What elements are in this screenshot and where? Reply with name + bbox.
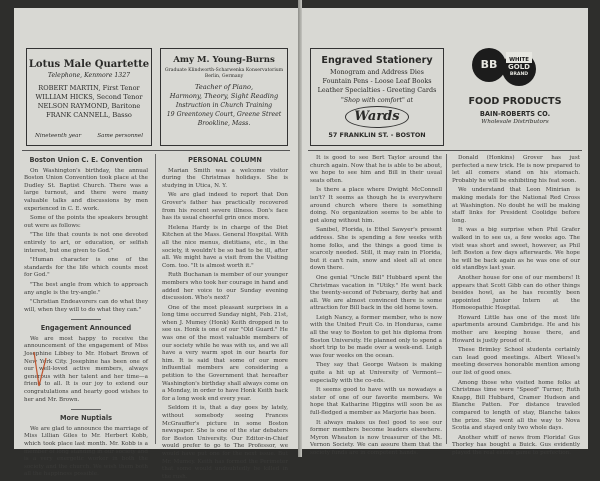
paragraph: One of the most pleasant surprises in a long time occurred Sunday night, Feb. 21st, when J. Mumey (Honk) Keith dropped in to see us. Honk is one of our "Old Guard." He was one of the most valuable members of our society while he was with us, and we all have a very warm spot in our hearts for him. It is said that some of our more influential members are considering a petition to the Government that hereafter Washington's birthday shall always come on a Monday, in order to have Honk Keith back for a long week end every year. xyxy=(162,304,288,402)
right-page-column-2 xyxy=(452,155,580,456)
pencil-mark-icon xyxy=(32,348,48,390)
paragraph: Howard Little has one of the most life apartments around Cambridge. He and his mother are keeping house there, and Howard is justly proud of it. xyxy=(452,314,580,344)
young-burns-line: Graduate Klindworth-Scharwenka Konservatorium xyxy=(164,68,284,73)
paragraph: They say that George Watson is making quite a hit up at University of Vermont—especially with the co-eds. xyxy=(310,362,442,384)
paragraph: Seldom it is, that a day goes by lately, without somebody seeing Frances McGrauffer's picture in some Boston newspaper. She is one of the star debaters for Boston University. Our Editor-in-Chief would prefer to go to The Professor, we would have put one for the next issue. But Mr. Mumey. Keith has formed the Perimeter that some would undoubtedly be killed in the rush. xyxy=(162,405,288,480)
paragraph: "Christian Endeavorers can do what they will, when they will to do what they can." xyxy=(24,299,148,313)
paragraph: Marian Smith was a welcome visitor during the Christmas holidays. She is studying in Utica, N. Y. xyxy=(162,167,288,189)
paragraph: It always makes us feel good to see our former members become leaders elsewhere. Myron Wheaton is now treasurer of the Mt. Vernon Society. We can assure them that the society funds are in competent hands. xyxy=(310,419,442,456)
paragraph: "The best angle from which to approach any angle is the try-angle." xyxy=(24,281,148,296)
heading-personal: PERSONAL COLUMN xyxy=(188,156,262,164)
heading-nuptials: More Nuptials xyxy=(59,414,113,423)
lotus-member: ROBERT MARTIN, First Tenor xyxy=(38,84,140,92)
paragraph: These Brimley School students certainly can lead good meetings. Albert Wiesel's meeting deserves honorable mention among our list of good ones. xyxy=(452,347,580,377)
left-column xyxy=(24,153,148,478)
lotus-title: Lotus Male Quartette xyxy=(28,59,150,70)
separator xyxy=(71,319,101,320)
paragraph: It is good to see Bert Taylor around the church again. Now that he is able to be about, we hope to see him and Bill in their usual seats often. xyxy=(310,155,442,184)
paragraph: We are glad indeed to report that Don Grover's father has practically recovered from his recent severe illness. Don's face has its usual cheerful grin once more. xyxy=(162,192,288,222)
young-burns-name: Amy M. Young-Burns xyxy=(173,55,275,65)
bb-company: BAIN-ROBERTS CO. xyxy=(479,110,551,118)
engraved-title: Engraved Stationery xyxy=(321,55,433,66)
paragraph: Leigh Nancy, a former member, who is now with the United Fruit Co. in Honduras, came all the way to Boston to get his diploma from Boston University. He planned only to spend a short trip to be made over a week-end. Leigh was four weeks on the ocean. xyxy=(310,314,442,359)
heading-engagement: Engagement Announced xyxy=(40,324,132,333)
bb-sub: Wholesale Distributors xyxy=(481,119,549,125)
right-page-column-1 xyxy=(310,155,442,456)
engraved-line: Fountain Pens - Loose Leaf Books xyxy=(322,77,432,85)
paragraph: Among those who visited home folks at Christmas time were "Speed" Turner, Ruth Knapp, Bill Hubbard, Cramer Hudson and Blanche Patten. For distance traveled compared to length of stay, Blanche takes the prize. She went all the way to Nova Scotia and stayed only two whole days. xyxy=(452,379,580,432)
engraved-stationery-ad xyxy=(310,48,444,146)
engraved-slogan: "Shop with comfort" at xyxy=(341,97,413,104)
personal-column xyxy=(162,153,288,480)
paragraph: On Washington's birthday, the annual Boston Union Convention took place at the Dudley St. Baptist Church. There was a large turnout, and there were many valuable talks and discussions by men experienced in C. E. work. xyxy=(24,167,148,212)
paragraph: Donald (Honkins) Grover has just perfected a new trick. He is now prepared to let all comers stand on his stomach. Probably he will be exhibiting his feat soon. xyxy=(452,155,580,184)
engraved-address: 57 FRANKLIN ST. - BOSTON xyxy=(328,131,426,139)
bb-food-products-ad xyxy=(450,48,580,144)
lotus-footer-left: Nineteenth year xyxy=(35,133,82,139)
young-burns-line: Berlin, Germany xyxy=(204,74,244,79)
young-burns-line: Teacher of Piano, xyxy=(194,83,254,91)
young-burns-line: 19 Greentoney Court, Greene Street xyxy=(166,111,282,118)
engraved-line: Monogram and Address Dies xyxy=(330,68,424,76)
divider xyxy=(308,150,582,151)
young-burns-line: Brookline, Mass. xyxy=(197,120,251,127)
young-burns-line: Instruction in Church Training xyxy=(175,102,273,109)
right-page xyxy=(302,8,588,456)
paragraph: We understand that Leon Minirian is making medals for the National Red Cross at Washington. No doubt he will be making staff links for President Coolidge before long. xyxy=(452,187,580,224)
lotus-member: WILLIAM HICKS, Second Tenor xyxy=(35,93,143,101)
paragraph: We are glad to announce the marriage of Miss Lillian Giles to Mr. Herbert Kobb, which took place last month. Mr. Kobb is a member of long standing in our society and is a very energetic worker in both the society and the church. We wish them both all the happiness possible. xyxy=(24,425,148,478)
paragraph: "The life that counts is not one devoted entirely to art, or education, or selfish interest, but one given to God." xyxy=(24,232,148,254)
lotus-footer-right: Same personnel xyxy=(97,133,143,139)
paragraph: Some of the points the speakers brought out were as follows: xyxy=(24,215,148,229)
paragraph: Is there a place where Dwight McConnell isn't? It seems as though he is everywhere around church where there is something doing. No organization seems to be able to get along without him. xyxy=(310,187,442,224)
paragraph: One genial "Uncle Bill" Hubbard spent the Christmas vacation in "Utiky." He went back the twenty-second of February, derby hat and all. We are almost convinced there is some attraction for Bill back in the old home town. xyxy=(310,274,442,312)
paragraph: It was a big surprise when Phil Grafer walked in to see us, a few weeks ago. The visit was short and sweet, however, as Phil left Boston a few days afterwards. We hope he will be back again as he was one of our old standbys last year. xyxy=(452,227,580,272)
lotus-member: NELSON RAYMOND, Baritone xyxy=(37,102,141,110)
paragraph: Another house for one of our members! It appears that Scott Gibb can do other things besides howl, as he has recently been appointed Junior Intern at the Homoeopathic Hospital. xyxy=(452,274,580,312)
divider xyxy=(22,150,290,151)
paragraph: Another whiff of news from Florida! Gus Thorley has bought a Buick. Gus evidently played the real estate game to perfection. xyxy=(452,434,580,456)
gold-badge: WHITE GOLD BRAND xyxy=(502,52,536,86)
heading-convention: Boston Union C. E. Convention xyxy=(29,156,143,164)
left-page xyxy=(14,8,298,480)
separator xyxy=(71,409,101,410)
young-burns-line: Harmony, Theory, Sight Reading xyxy=(169,92,279,100)
paragraph: Sanibel, Florida, is Ethel Sawyer's present address. She is spending a few weeks with home folks, and the things a good time is scarcely needed. Still, it may rain in Florida, but it can't rain, snow and sleet all at once down there. xyxy=(310,227,442,272)
lotus-member: FRANK CANNELL, Basso xyxy=(46,111,132,119)
bb-badge: BB xyxy=(472,48,506,82)
engraved-line: Leather Specialties - Greeting Cards xyxy=(317,86,437,94)
column-divider xyxy=(446,154,447,444)
wards-logo: Wards xyxy=(345,106,409,128)
paragraph: It seems good to have with us nowadays a sister of one of our favorite members. We hope that Katharine Higgins will soon be as full-fledged a member as Marjorie has been. xyxy=(310,387,442,416)
paragraph: Helena Hardy is in charge of the Diet Kitchen at the Mass. General Hospital. With all the nice menus, dietitians, etc., in the society, it wouldn't be so bad to be ill, after all. We might have a visit from the Visiting Com. too. "It is almost worth it." xyxy=(162,224,288,269)
column-divider xyxy=(155,154,156,444)
paragraph: We are most happy to receive the announcement of the engagement of Miss Josephine Libbey to Mr. Hobart Brown of New York City. Josephine has been one of our well-loved active members, always generous with her talent and her time—a friend to all. It is our joy to extend our congratulations and hearty good wishes to her and Mr. Brown. xyxy=(24,335,148,403)
lotus-phone: Telephone, Kenmore 1327 xyxy=(47,72,131,79)
paragraph: Ruth Buchanan is member of our younger members who took her courage in hand and added her voice to our Sunday evening discussion. Who's next? xyxy=(162,272,288,302)
lotus-quartette-ad xyxy=(26,48,152,146)
paragraph: "Human character is one of the standards for the life which counts most for God." xyxy=(24,257,148,279)
young-burns-ad xyxy=(160,48,288,146)
food-products-title: FOOD PRODUCTS xyxy=(468,96,562,107)
